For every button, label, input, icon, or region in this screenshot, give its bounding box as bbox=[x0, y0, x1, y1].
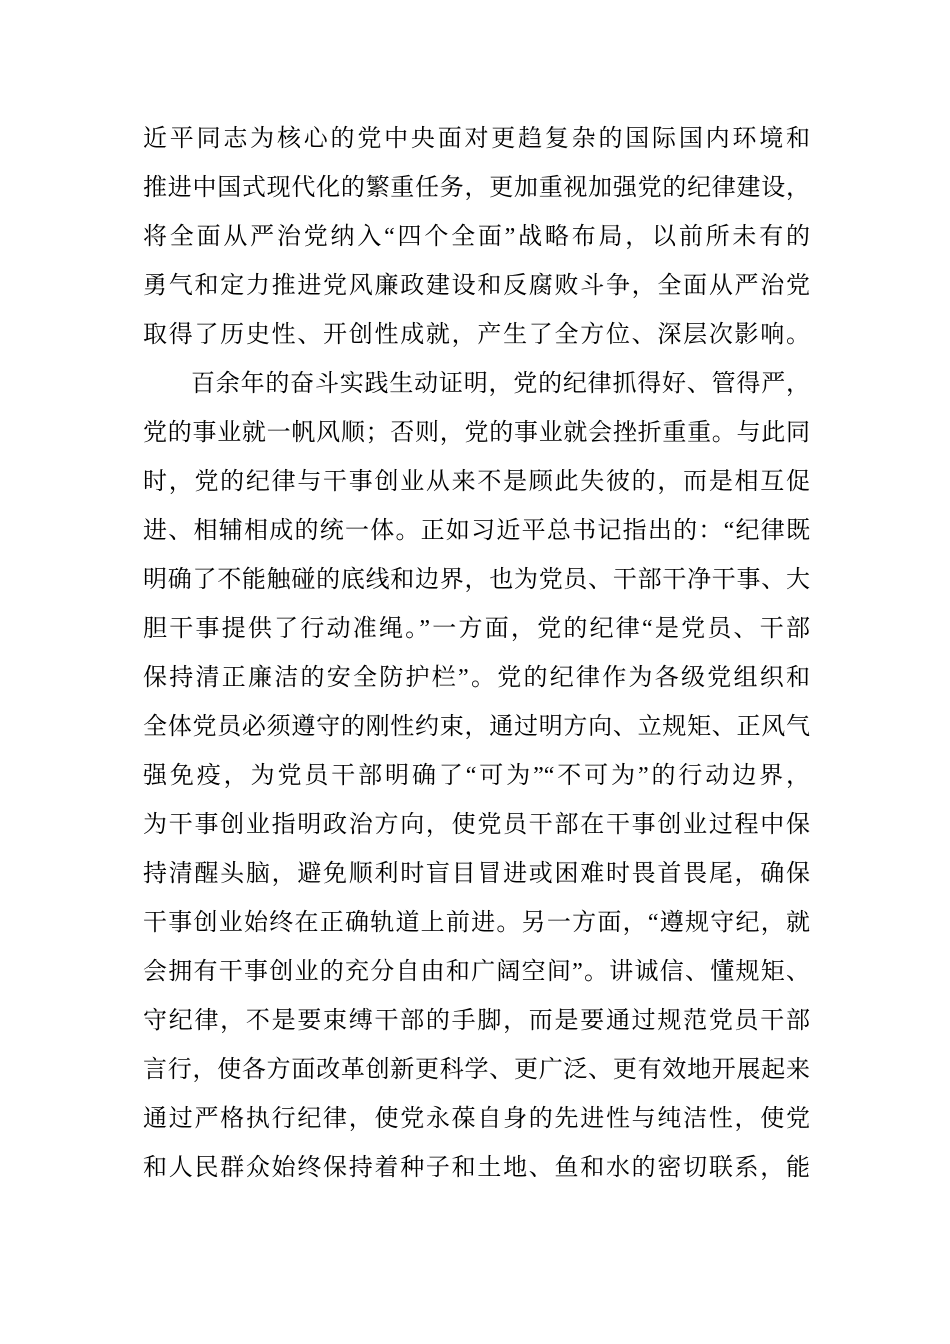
text-line-p2-l1: 百余年的奋斗实践生动证明，党的纪律抓得好、管得严， bbox=[191, 371, 810, 397]
text-line-p1-l5: 取得了历史性、开创性成就，产生了全方位、深层次影响。 bbox=[143, 322, 810, 348]
text-line-p2-l14: 守纪律，不是要束缚干部的手脚，而是要通过规范党员干部 bbox=[143, 1008, 810, 1034]
text-line-p2-l8: 全体党员必须遵守的刚性约束，通过明方向、立规矩、正风气 bbox=[143, 714, 810, 740]
text-line-p1-l3: 将全面从严治党纳入“四个全面”战略布局，以前所未有的 bbox=[143, 224, 810, 250]
document-body bbox=[143, 115, 810, 1193]
text-line-p2-l7: 保持清正廉洁的安全防护栏”。党的纪律作为各级党组织和 bbox=[143, 665, 810, 691]
text-line-p2-l5: 明确了不能触碰的底线和边界，也为党员、干部干净干事、大 bbox=[143, 567, 810, 593]
text-line-p1-l2: 推进中国式现代化的繁重任务，更加重视加强党的纪律建设， bbox=[143, 175, 810, 201]
text-line-p2-l4: 进、相辅相成的统一体。正如习近平总书记指出的：“纪律既 bbox=[143, 518, 810, 544]
text-line-p2-l15: 言行，使各方面改革创新更科学、更广泛、更有效地开展起来 bbox=[143, 1057, 810, 1083]
text-line-p2-l13: 会拥有干事创业的充分自由和广阔空间”。讲诚信、懂规矩、 bbox=[143, 959, 810, 985]
text-line-p2-l9: 强免疫，为党员干部明确了“可为”“不可为”的行动边界， bbox=[143, 763, 810, 789]
text-line-p2-l2: 党的事业就一帆风顺；否则，党的事业就会挫折重重。与此同 bbox=[143, 420, 810, 446]
text-line-p2-l10: 为干事创业指明政治方向，使党员干部在干事创业过程中保 bbox=[143, 812, 810, 838]
text-line-p1-l4: 勇气和定力推进党风廉政建设和反腐败斗争，全面从严治党 bbox=[143, 273, 810, 299]
text-line-p2-l6: 胆干事提供了行动准绳。”一方面，党的纪律“是党员、干部 bbox=[143, 616, 810, 642]
text-line-p2-l3: 时，党的纪律与干事创业从来不是顾此失彼的，而是相互促 bbox=[143, 469, 810, 495]
text-line-p2-l11: 持清醒头脑，避免顺利时盲目冒进或困难时畏首畏尾，确保 bbox=[143, 861, 810, 887]
text-line-p1-l1: 近平同志为核心的党中央面对更趋复杂的国际国内环境和 bbox=[143, 126, 810, 152]
text-line-p2-l16: 通过严格执行纪律，使党永葆自身的先进性与纯洁性，使党 bbox=[143, 1106, 810, 1132]
text-line-p2-l12: 干事创业始终在正确轨道上前进。另一方面，“遵规守纪，就 bbox=[143, 910, 810, 936]
text-line-p2-l17: 和人民群众始终保持着种子和土地、鱼和水的密切联系，能 bbox=[143, 1155, 810, 1181]
